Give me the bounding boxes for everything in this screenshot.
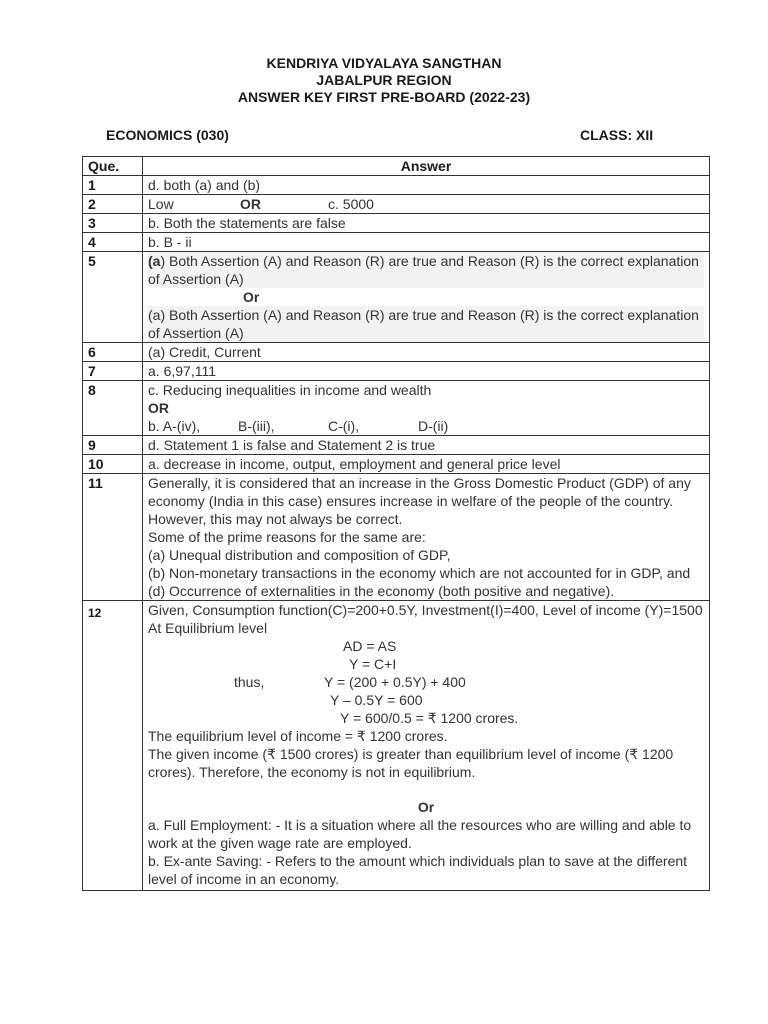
answer-cell	[143, 474, 710, 601]
document-header	[0, 55, 768, 106]
table-header-row	[83, 157, 710, 176]
answer-paragraph: Generally, it is considered that an increase in the Gross Domestic Product (GDP) of any economy (India in this case) ensures increase in welfare of the people of the country. However, this may not always be correct.	[148, 475, 691, 527]
column-header-question: Que.	[83, 157, 143, 176]
header-title: ANSWER KEY FIRST PRE-BOARD (2022-23)	[237, 89, 531, 105]
question-number: 10	[83, 455, 143, 474]
answer-text: d. both (a) and (b)	[143, 176, 710, 195]
or-separator: Or	[243, 289, 260, 305]
match-answer	[148, 417, 704, 435]
table-row	[83, 474, 710, 601]
answer-cell	[143, 601, 710, 891]
question-number: 6	[83, 343, 143, 362]
equation: Y – 0.5Y = 600	[330, 692, 423, 708]
or-separator: Or	[417, 799, 435, 815]
header-org: KENDRIYA VIDYALAYA SANGTHAN	[266, 55, 502, 71]
table-row	[83, 252, 710, 343]
given-data: Given, Consumption function(C)=200+0.5Y, Investment(I)=400, Level of income (Y)=1500	[148, 602, 703, 618]
question-number: 9	[83, 436, 143, 455]
table-row	[83, 601, 710, 891]
answer-paragraph	[148, 252, 704, 288]
answer-point: (d) Occurrence of externalities in the economy (both positive and negative).	[148, 583, 615, 599]
table-row	[83, 233, 710, 252]
table-row	[83, 381, 710, 436]
table-row	[83, 195, 710, 214]
conclusion: The equilibrium level of income = ₹ 1200 crores.	[148, 728, 448, 744]
match-d: D-(ii)	[418, 418, 449, 434]
equation: Y = C+I	[349, 656, 397, 672]
answer-paragraph: (a) Both Assertion (A) and Reason (R) are true and Reason (R) is the correct explanation of Assertion (A)	[148, 306, 704, 342]
question-number: 2	[83, 195, 143, 214]
answer-text: (a) Credit, Current	[143, 343, 710, 362]
answer-point: (b) Non-monetary transactions in the economy which are not accounted for in GDP, and	[148, 565, 691, 581]
header-region: JABALPUR REGION	[316, 72, 452, 88]
answer-text: a. decrease in income, output, employment and general price level	[143, 455, 710, 474]
match-a: b. A-(iv),	[148, 418, 201, 434]
equation: Y = 600/0.5 = ₹ 1200 crores.	[340, 710, 519, 726]
answer-cell	[143, 252, 710, 343]
match-b: B-(iii),	[238, 418, 275, 434]
answer-cell	[143, 381, 710, 436]
answer-option-1: Low	[148, 196, 174, 212]
match-c: C-(i),	[328, 418, 360, 434]
spacer	[148, 781, 704, 798]
question-number: 3	[83, 214, 143, 233]
answer-option-2: c. 5000	[328, 196, 374, 212]
question-number: 8	[83, 381, 143, 436]
thus-label: thus,	[234, 674, 265, 690]
answer-text: At Equilibrium level	[148, 620, 268, 636]
equation-row	[148, 673, 704, 691]
subject-label: ECONOMICS (030)	[106, 127, 229, 143]
table-row	[83, 455, 710, 474]
table-row	[83, 176, 710, 195]
answer-cell	[143, 195, 710, 214]
question-number: 7	[83, 362, 143, 381]
question-number: 1	[83, 176, 143, 195]
answer-text: b. Both the statements are false	[143, 214, 710, 233]
answer-text: ) Both Assertion (A) and Reason (R) are true and Reason (R) is the correct explanation of Assertion (A)	[148, 253, 699, 287]
definition: a. Full Employment: - It is a situation where all the resources who are willing and able to work at the given wage rate are employed.	[148, 817, 692, 851]
definition: b. Ex-ante Saving: - Refers to the amount which individuals plan to save at the different level of income in an economy.	[148, 853, 688, 887]
table-row	[83, 362, 710, 381]
or-separator: OR	[240, 196, 261, 212]
answer-text: b. B - ii	[143, 233, 710, 252]
column-header-answer: Answer	[143, 157, 710, 176]
equation: Y = (200 + 0.5Y) + 400	[324, 674, 466, 690]
question-number: 12	[83, 601, 143, 891]
answer-point: (a) Unequal distribution and composition of GDP,	[148, 547, 451, 563]
answer-text: a. 6,97,111	[143, 362, 710, 381]
table-row	[83, 214, 710, 233]
answer-text: d. Statement 1 is false and Statement 2 is true	[143, 436, 710, 455]
equation: AD = AS	[343, 638, 397, 654]
answer-option-marker: (a	[148, 253, 161, 269]
answer-key-table	[82, 156, 710, 891]
answer-text: c. Reducing inequalities in income and wealth	[148, 382, 432, 398]
table-row	[83, 343, 710, 362]
or-separator: OR	[148, 400, 169, 416]
class-label: CLASS: XII	[580, 127, 654, 143]
conclusion: The given income (₹ 1500 crores) is greater than equilibrium level of income (₹ 1200 crores). Therefore, the economy is not in equilibrium.	[148, 746, 674, 780]
table-row	[83, 436, 710, 455]
question-number: 5	[83, 252, 143, 343]
question-number: 4	[83, 233, 143, 252]
answer-paragraph: Some of the prime reasons for the same are:	[148, 529, 426, 545]
question-number: 11	[83, 474, 143, 601]
